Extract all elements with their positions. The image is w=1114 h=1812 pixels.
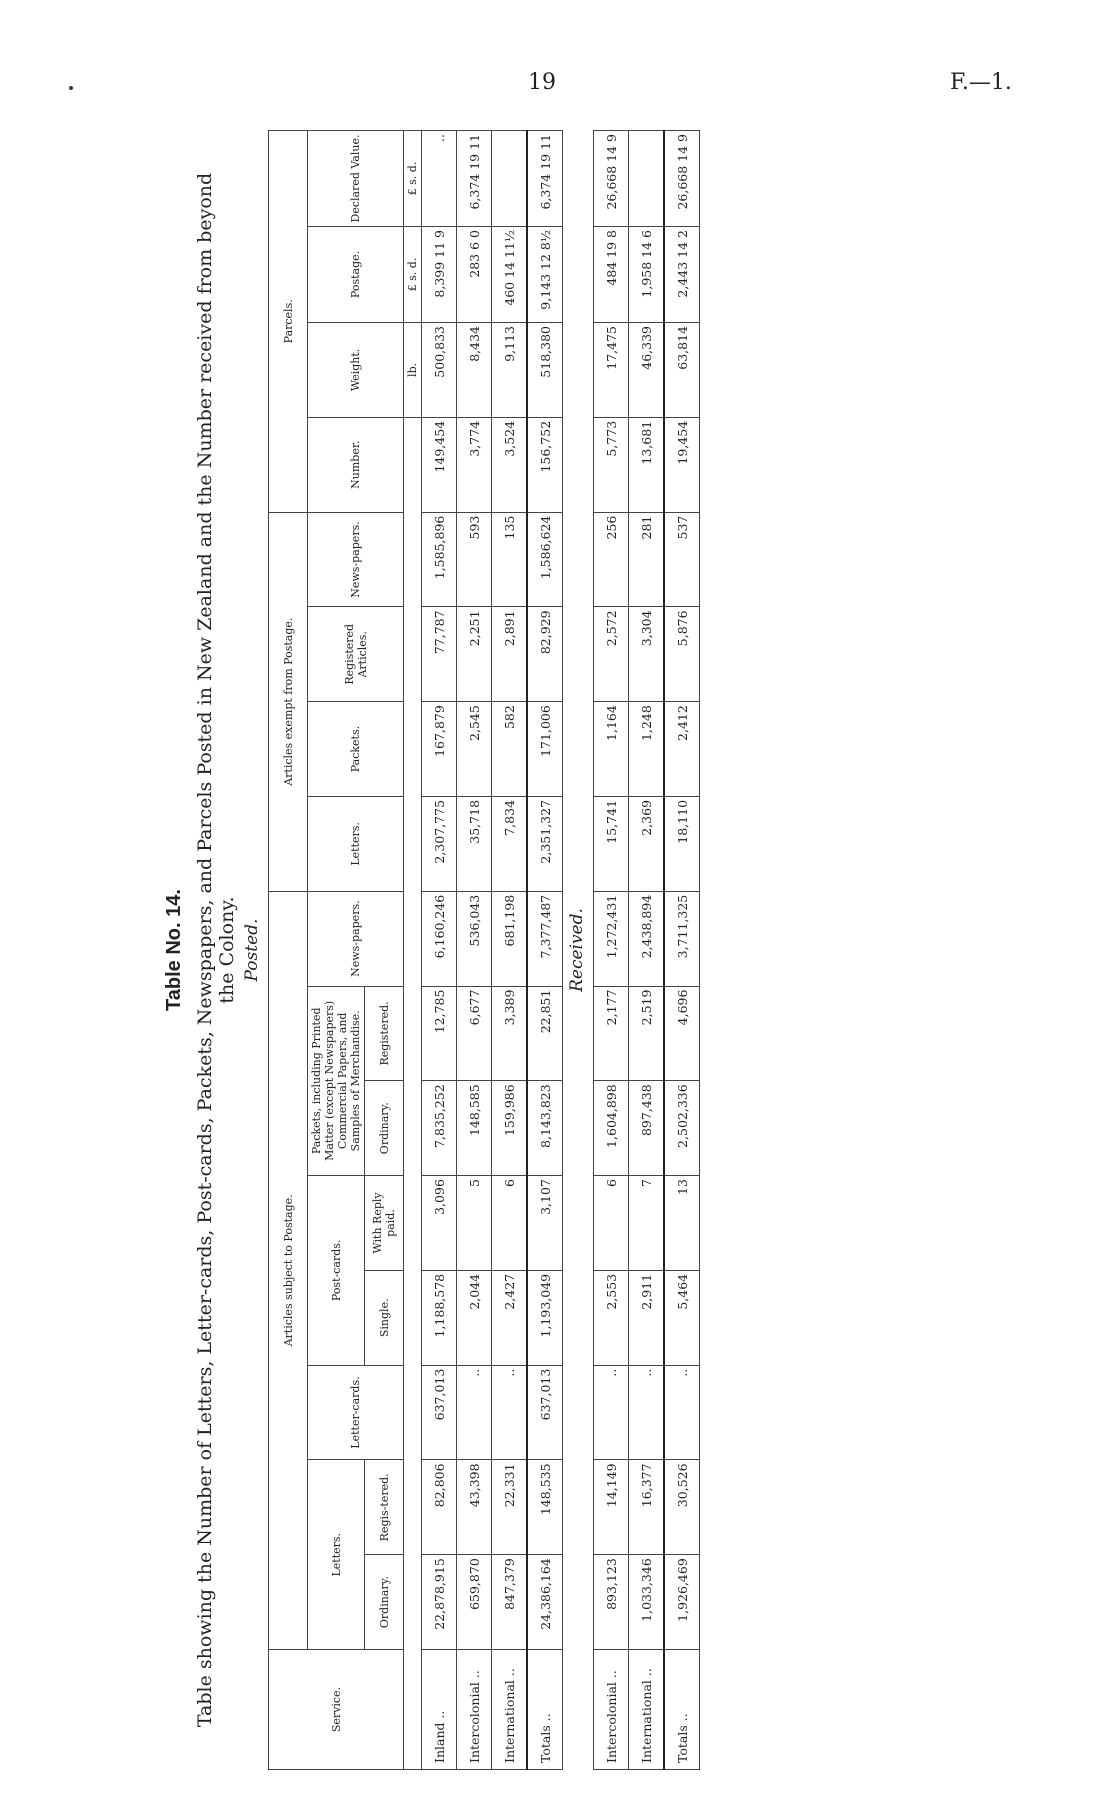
- table-row: [457, 131, 492, 1770]
- table-cell: ..: [594, 1365, 629, 1460]
- table-cell: 3,096: [422, 1176, 457, 1271]
- table-cell: 2,545: [457, 702, 492, 797]
- stray-mark: [69, 86, 73, 90]
- table-cell: 2,502,336: [664, 1081, 700, 1176]
- table-cell: 6,677: [457, 986, 492, 1081]
- table-cell: 8,399 11 9: [422, 227, 457, 323]
- table-cell: 4,696: [664, 986, 700, 1081]
- section-received: Received.: [567, 908, 587, 992]
- unit-lb: lb.: [404, 323, 422, 418]
- table-cell: 256: [594, 512, 629, 607]
- table-cell: 156,752: [527, 417, 563, 512]
- table-cell: 13: [664, 1176, 700, 1271]
- unit-postage: £ s. d.: [404, 227, 422, 323]
- table-cell: 593: [457, 512, 492, 607]
- table-cell: 847,379: [492, 1555, 528, 1650]
- page-number: 19: [528, 70, 556, 95]
- table-cell: 26,668 14 9: [594, 131, 629, 227]
- table-cell: 6,374 19 11: [457, 131, 492, 227]
- table-cell: 24,386,164: [527, 1555, 563, 1650]
- table-cell: 6: [594, 1176, 629, 1271]
- header-packets-ordinary: Ordinary.: [365, 1081, 404, 1176]
- section-posted: Posted.: [242, 918, 262, 982]
- table-cell: 1,958 14 6: [629, 227, 665, 323]
- table-cell: 19,454: [664, 417, 700, 512]
- document-reference: F.—1.: [950, 70, 1012, 95]
- table-cell: 2,891: [492, 607, 528, 702]
- table-cell: 7: [629, 1176, 665, 1271]
- table-cell: 22,331: [492, 1460, 528, 1555]
- header-letter-cards: Letter-cards.: [308, 1365, 404, 1460]
- table-cell: ..: [629, 1365, 665, 1460]
- rotated-table-page: [155, 130, 1100, 1770]
- table-cell: 681,198: [492, 891, 528, 986]
- table-cell: [629, 131, 665, 227]
- header-declared-value: Declared Value.: [308, 131, 404, 227]
- table-cell: 518,380: [527, 323, 563, 418]
- header-newspapers: News-papers.: [308, 891, 404, 986]
- table-cell: 1,164: [594, 702, 629, 797]
- table-cell: 167,879: [422, 702, 457, 797]
- table-cell: 77,787: [422, 607, 457, 702]
- row-service: Totals ..: [664, 1650, 700, 1770]
- header-packets-registered: Registered.: [365, 986, 404, 1081]
- table-cell: 3,524: [492, 417, 528, 512]
- table-cell: 2,044: [457, 1270, 492, 1365]
- table-cell: 893,123: [594, 1555, 629, 1650]
- table-cell: 16,377: [629, 1460, 665, 1555]
- table-cell: 17,475: [594, 323, 629, 418]
- table-title: Table No. 14.: [163, 889, 185, 1011]
- header-service: Service.: [269, 1650, 404, 1770]
- table-cell: 2,369: [629, 796, 665, 891]
- unit-declared: £ s. d.: [404, 131, 422, 227]
- table-cell: 3,107: [527, 1176, 563, 1271]
- table-cell: 283 6 0: [457, 227, 492, 323]
- table-cell: 537: [664, 512, 700, 607]
- row-service: International ..: [492, 1650, 528, 1770]
- table-cell: 1,604,898: [594, 1081, 629, 1176]
- header-number: Number.: [308, 417, 404, 512]
- row-service: International ..: [629, 1650, 665, 1770]
- table-cell: 2,412: [664, 702, 700, 797]
- table-cell: 2,351,327: [527, 796, 563, 891]
- table-cell: 536,043: [457, 891, 492, 986]
- table-cell: 7,377,487: [527, 891, 563, 986]
- table-cell: 1,193,049: [527, 1270, 563, 1365]
- table-cell: 460 14 11½: [492, 227, 528, 323]
- table-row: [594, 131, 629, 1770]
- table-cell: 1,585,896: [422, 512, 457, 607]
- table-cell: ..: [664, 1365, 700, 1460]
- header-exempt-registered: Registered Articles.: [308, 607, 404, 702]
- header-post-cards: Post-cards.: [308, 1176, 365, 1366]
- table-cell: [492, 131, 528, 227]
- table-cell: 30,526: [664, 1460, 700, 1555]
- table-cell: 148,535: [527, 1460, 563, 1555]
- table-cell: 135: [492, 512, 528, 607]
- table-cell: 5,876: [664, 607, 700, 702]
- table-cell: 6,374 19 11: [527, 131, 563, 227]
- table-cell: 1,033,346: [629, 1555, 665, 1650]
- table-cell: 26,668 14 9: [664, 131, 700, 227]
- table-cell: 2,251: [457, 607, 492, 702]
- header-subject-to-postage: Articles subject to Postage.: [269, 891, 308, 1649]
- table-cell: 43,398: [457, 1460, 492, 1555]
- table-cell: 3,304: [629, 607, 665, 702]
- table-cell: 15,741: [594, 796, 629, 891]
- table-cell: 8,434: [457, 323, 492, 418]
- table-cell: 82,806: [422, 1460, 457, 1555]
- table-cell: 22,878,915: [422, 1555, 457, 1650]
- header-letters-ordinary: Ordinary.: [365, 1555, 404, 1650]
- header-parcels: Parcels.: [269, 131, 308, 513]
- table-cell: 13,681: [629, 417, 665, 512]
- table-cell: 3,711,325: [664, 891, 700, 986]
- statistics-table: [268, 130, 563, 1770]
- table-cell: 35,718: [457, 796, 492, 891]
- header-reply-paid: With Reply paid.: [365, 1176, 404, 1271]
- table-row: [422, 131, 457, 1770]
- table-cell: 2,443 14 2: [664, 227, 700, 323]
- table-row: [492, 131, 528, 1770]
- table-row: [664, 131, 700, 1770]
- table-cell: 659,870: [457, 1555, 492, 1650]
- table-cell: 281: [629, 512, 665, 607]
- table-cell: 18,110: [664, 796, 700, 891]
- received-table: [593, 130, 700, 1770]
- table-cell: 2,438,894: [629, 891, 665, 986]
- table-cell: 5: [457, 1176, 492, 1271]
- row-service: Totals ..: [527, 1650, 563, 1770]
- table-cell: 2,553: [594, 1270, 629, 1365]
- table-cell: 6: [492, 1176, 528, 1271]
- header-single: Single.: [365, 1270, 404, 1365]
- table-cell: 2,427: [492, 1270, 528, 1365]
- table-cell: 8,143,823: [527, 1081, 563, 1176]
- table-cell: ..: [422, 131, 457, 227]
- table-cell: 2,177: [594, 986, 629, 1081]
- header-letters-registered: Regis-tered.: [365, 1460, 404, 1555]
- table-cell: 46,339: [629, 323, 665, 418]
- row-service: Intercolonial ..: [457, 1650, 492, 1770]
- table-row: [527, 131, 563, 1770]
- table-cell: 5,464: [664, 1270, 700, 1365]
- header-postage: Postage.: [308, 227, 404, 323]
- header-weight: Weight.: [308, 323, 404, 418]
- table-cell: 5,773: [594, 417, 629, 512]
- table-cell: 22,851: [527, 986, 563, 1081]
- table-cell: 9,113: [492, 323, 528, 418]
- table-cell: 82,929: [527, 607, 563, 702]
- table-cell: 897,438: [629, 1081, 665, 1176]
- header-exempt-newspapers: News-papers.: [308, 512, 404, 607]
- table-cell: 159,986: [492, 1081, 528, 1176]
- table-cell: 148,585: [457, 1081, 492, 1176]
- table-cell: 63,814: [664, 323, 700, 418]
- table-cell: 2,519: [629, 986, 665, 1081]
- table-cell: 171,006: [527, 702, 563, 797]
- table-cell: 2,911: [629, 1270, 665, 1365]
- table-cell: 9,143 12 8½: [527, 227, 563, 323]
- row-service: Inland ..: [422, 1650, 457, 1770]
- header-exempt-letters: Letters.: [308, 796, 404, 891]
- table-cell: 1,248: [629, 702, 665, 797]
- header-exempt: Articles exempt from Postage.: [269, 512, 308, 891]
- table-cell: 14,149: [594, 1460, 629, 1555]
- received-rows: [594, 131, 700, 1770]
- table-cell: 637,013: [422, 1365, 457, 1460]
- table-cell: ..: [457, 1365, 492, 1460]
- table-cell: 12,785: [422, 986, 457, 1081]
- posted-rows: [422, 131, 563, 1770]
- table-row: [629, 131, 665, 1770]
- table-cell: 149,454: [422, 417, 457, 512]
- table-cell: 582: [492, 702, 528, 797]
- table-cell: ..: [492, 1365, 528, 1460]
- table-cell: 484 19 8: [594, 227, 629, 323]
- header-packets: Packets, including Printed Matter (except Newspapers) Commercial Papers, and Samples of Merchandise.: [308, 986, 365, 1176]
- table-cell: 1,586,624: [527, 512, 563, 607]
- table-cell: 3,389: [492, 986, 528, 1081]
- header-letters: Letters.: [308, 1460, 365, 1650]
- table-subtitle: Table showing the Number of Letters, Letter-cards, Post-cards, Packets, Newspapers, and Parcels Posted in New Zealand and the Number received from beyond the Colony.: [194, 172, 238, 1728]
- header-exempt-packets: Packets.: [308, 702, 404, 797]
- table-cell: 2,307,775: [422, 796, 457, 891]
- table-cell: 1,926,469: [664, 1555, 700, 1650]
- table-cell: 637,013: [527, 1365, 563, 1460]
- table-cell: 7,835,252: [422, 1081, 457, 1176]
- table-cell: 6,160,246: [422, 891, 457, 986]
- table-cell: 1,188,578: [422, 1270, 457, 1365]
- table-cell: 3,774: [457, 417, 492, 512]
- table-cell: 7,834: [492, 796, 528, 891]
- table-cell: 500,833: [422, 323, 457, 418]
- row-service: Intercolonial ..: [594, 1650, 629, 1770]
- table-cell: 1,272,431: [594, 891, 629, 986]
- table-cell: 2,572: [594, 607, 629, 702]
